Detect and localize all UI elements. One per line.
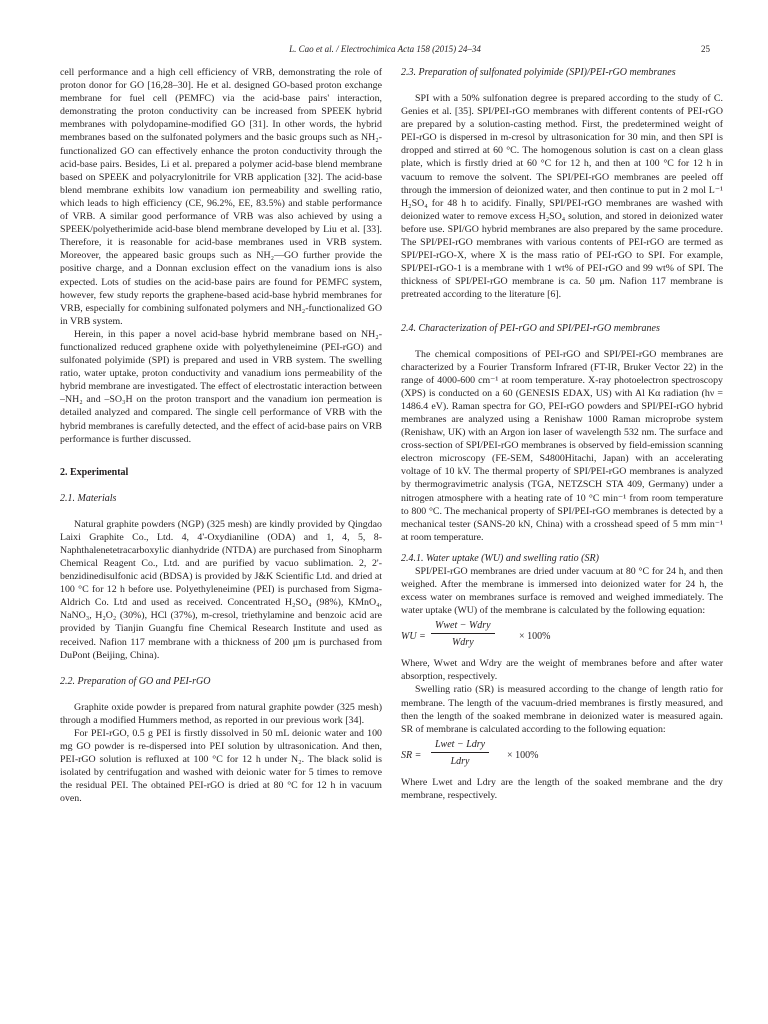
fraction: Lwet − Ldry Ldry (431, 738, 489, 768)
equation-water-uptake: WU = Wwet − Wdry Wdry × 100% (401, 620, 551, 649)
subsection-heading-materials: 2.1. Materials (60, 492, 117, 504)
journal-citation: L. Cao et al. / Electrochimica Acta 158 (2015) 24–34 (289, 44, 481, 54)
subsubsection-heading-water-uptake: 2.4.1. Water uptake (WU) and swelling ratio (SR) (401, 552, 599, 564)
equation-swelling-ratio: SR = Lwet − Ldry Ldry × 100% (401, 738, 539, 767)
subsection-heading-go-prep: 2.2. Preparation of GO and PEI-rGO (60, 675, 211, 687)
left-column (60, 66, 382, 806)
paragraph-swelling-ratio: Swelling ratio (SR) is measured according to the change of length ratio for membrane. The length of the vacuum-dried membranes is firstly measured, and then the length of the soaked membrane in deionized water is measured again. SR of membrane is calculated according to the following equation: (401, 684, 723, 735)
paragraph-characterization: The chemical compositions of PEI-rGO and SPI/PEI-rGO membranes are characterized by a Fourier Transform Infrared (FT-IR, Bruker Vector 22) in the range of 4000-600 cm⁻¹ at room temperature. X-ray photoelectron spectroscopy (XPS) is conducted on a 60 (GENESIS EDAX, US) with Al Kα radiation (hν = 1486.4 eV). Raman spectra for GO, PEI-rGO powders and SPI/PEI-rGO hybrid membranes are analyzed using a Renishaw 1000 Raman microprobe system (Renishaw, UK) with an Argon ion laser of wavelength 532 nm. The surface and cross-section of SPI/PEI-rGO membranes is observed by field-emission scanning electron microscopy (FE-SEM, S4800Hitachi, Japan) with an accelerating voltage of 10 kV. The thermal property of SPI/PEI-rGO membranes is analyzed by thermogravimetric analysis (TGA, NETZSCH STA 409, Germany) under a nitrogen atmosphere with a heating rate of 10 °C min⁻¹ from room temperature to 800 °C. The mechanical property of SPI/PEI-rGO membranes is detected by a mechanical tester (SANS-20 kN, China) with a crosshead speed of 5 mm min⁻¹ at room temperature. (401, 348, 723, 543)
fraction: Wwet − Wdry Wdry (431, 619, 495, 649)
right-column (401, 66, 723, 802)
section-heading-experimental: 2. Experimental (60, 466, 129, 478)
paragraph-herein: Herein, in this paper a novel acid-base hybrid membrane based on NH₂-functionalized reduced graphene oxide with polyethyleneimine (PEI-rGO) and sulfonated polyimide (SPI) is prepared and used in VRB system. The swelling ratio, water uptake, proton conductivity and vanadium ions permeability of the hybrid membrane are investigated. The effect of electrostatic interaction between –NH₂ and –SO₃H on the proton transport and the vanadium ion permeation is detailed analyzed and compared. The single cell performance of VRB with the hybrid membranes is carefully detected, and the effect of acid-base pairs on VRB performance is further discussed. (60, 328, 382, 445)
subsection-heading-spi-prep: 2.3. Preparation of sulfonated polyimide (SPI)/PEI-rGO membranes (401, 67, 676, 78)
paragraph-sr-where: Where Lwet and Ldry are the length of the soaked membrane and the dry membrane, respectively. (401, 776, 723, 801)
paragraph-water-uptake: SPI/PEI-rGO membranes are dried under vacuum at 80 °C for 24 h, and then weighed. After the membrane is immersed into deionized water for 24 h, the excess water on membranes surface is removed and weighed immediately. The water uptake (WU) of the membrane is calculated by the following equation: (401, 565, 723, 617)
subsection-heading-characterization: 2.4. Characterization of PEI-rGO and SPI/PEI-rGO membranes (401, 322, 660, 334)
paragraph-spi-prep: SPI with a 50% sulfonation degree is prepared according to the study of C. Genies et al. [35]. SPI/PEI-rGO membranes with different contents of PEI-rGO are prepared by a solution-casting method. First, the predetermined weight of PEI-rGO is dispersed in m-cresol by ultrasonication for 30 min, and then SPI is dropped and stirred at 60 °C. The homogenous solution is cast on a clean glass plate, which is firstly dried at 60 °C for 12 h, and then at 100 °C for 12 h in vacuum to remove the solvent. The SPI/PEI-rGO membranes are peeled off through the immersion of deionized water, and then continue to put in 2 mol L⁻¹ H₂SO₄ for 48 h to acidify. Finally, SPI/PEI-rGO membranes are washed with deionized water to remove excess H₂SO₄ solution, and stored in deionized water before use. SPI/GO hybrid membranes are also prepared by the same procedure. The SPI/PEI-rGO membranes with various contents of PEI-rGO are termed as SPI/PEI-rGO-X, where X is the mass ratio of PEI-rGO to SPI. For example, SPI/PEI-rGO-1 is a membrane with 1 wt% of PEI-rGO and 99 wt% of SPI. The thickness of SPI/PEI-rGO membrane is ca. 50 μm. Nafion 117 membrane is pretreated according to the literature [6]. (401, 93, 723, 301)
paragraph-pei-rgo: For PEI-rGO, 0.5 g PEI is firstly dissolved in 50 mL deionic water and 100 mg GO powder is re-dispersed into PEI solution by ultrasonication. And then, PEI-rGO solution is refluxed at 100 °C for 12 h under N₂. The black solid is isolated by centrifugation and washed with deionic water for 5 times to remove the residual PEI. The obtained PEI-rGO is dried at 80 °C for 12 h in vacuum oven. (60, 727, 382, 805)
paragraph-intro-continued: cell performance and a high cell efficiency of VRB, demonstrating the role of proton donor for GO [16,28–30]. He et al. designed GO-based proton exchange membrane for fuel cell (PEMFC) via the acid-base pairs' interaction, demonstrating the proton conductivity can be increased from SPEEK hybrid membranes with polydopamine-modified GO [31]. In other words, the hybrid membranes based on the sulfonated polymers and the basic groups such as NH₂-functionalized GO can effectively enhance the proton conductivity through the acid-base pairs. Besides, Li et al. prepared a polymer acid-base blend membrane based on SPEEK and polyacrylonitrile for VRB application [32]. The acid-base blend membrane exhibits low vanadium ion permeability and swelling ratio, which leads to high efficiency (CE, 96.2%, EE, 83.5%) and stable performance of VRB. A similar good performance of VRB was also achieved by using a SPEEK/polyetherimide acid-base blend membrane developed by Liu et al. [33]. Therefore, it is reasonable for acid-base membranes used in VRB system. Moreover, the appeared basic groups such as NH₂—GO further provide the positive charge, and a Donnan exclusion effect on the vanadium ions is also expected. Lots of studies on the acid-base pairs are found for PEMFC system, however, few study reports the graphene-based acid-base hybrid membranes for VRB, especially for combining sulfonated polymers and NH₂-functionalized GO in VRB system. (60, 67, 382, 327)
page-number: 25 (701, 44, 710, 54)
paragraph-wu-where: Where, Wwet and Wdry are the weight of membranes before and after water absorption, respectively. (401, 658, 723, 683)
running-header (60, 44, 710, 58)
paragraph-materials: Natural graphite powders (NGP) (325 mesh) are kindly provided by Qingdao Laixi Graphite Co., Ltd. 4, 4'-Oxydianiline (ODA) and 1, 4, 5, 8-Naphthalenetetracarboxylic dianhydride (NTDA) are purchased from Sinopharm Chemical Reagent Co., Ltd. and are purified by vacuo sublimation. 2, 2'-benzidinedisulfonic acid (BDSA) is provided by J&K Scientific Ltd. and dried at 100 °C for 12 h before use. Polyethyleneimine (PEI) is purchased from Sigma-Aldrich Co. Ltd and used as received. Concentrated H₂SO₄ (98%), KMnO₄, NaNO₃, H₂O₂ (30%), HCl (37%), m-cresol, triethylamine and benzoic acid are provided by Tianjin Guangfu fine Chemical Research Institute and used as received. Nafion 117 membrane with a thickness of 200 μm is purchased from DuPont (Beijing, China). (60, 518, 382, 661)
paragraph-graphite-oxide: Graphite oxide powder is prepared from natural graphite powder (325 mesh) through a modified Hummers method, as reported in our previous work [34]. (60, 701, 382, 726)
